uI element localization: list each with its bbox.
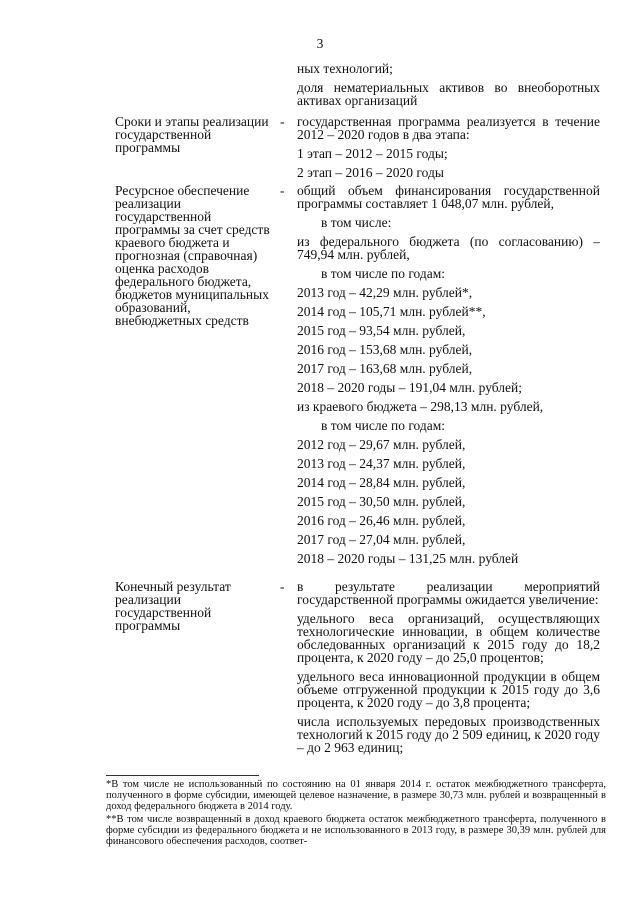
resources-item: 2012 год – 29,67 млн. рублей,	[297, 437, 466, 452]
row-terms-content	[297, 115, 600, 185]
resources-item: из краевого бюджета – 298,13 млн. рублей,	[297, 399, 544, 414]
resources-item: 2013 год – 42,29 млн. рублей*,	[297, 285, 473, 300]
resources-item: 2016 год – 26,46 млн. рублей,	[297, 513, 466, 528]
row-terms-dash: -	[280, 114, 285, 129]
row-result-label: Конечный результат реализации государственной программы	[115, 579, 231, 633]
resources-item: 2015 год – 93,54 млн. рублей,	[297, 323, 466, 338]
page-number: 3	[316, 36, 324, 51]
resources-item: в том числе по годам:	[321, 266, 446, 281]
resources-item: 2018 – 2020 годы – 131,25 млн. рублей	[297, 551, 519, 566]
resources-item: в том числе по годам:	[321, 418, 446, 433]
terms-item: 2 этап – 2016 – 2020 годы	[297, 165, 444, 180]
intro-paragraph: доля нематериальных активов во внеоборотных активах организаций	[297, 80, 600, 108]
resources-item: 2014 год – 28,84 млн. рублей,	[297, 475, 466, 490]
row-resources-label: Ресурсное обеспечение реализации государственной программы за счет средств краевого бюджета и прогнозная (справочная) оценка расходов федерального бюджета, бюджетов муниципальных образований, внебюджетных средств	[115, 183, 270, 328]
footnote-rule	[106, 775, 259, 776]
resources-item: 2017 год – 163,68 млн. рублей,	[297, 361, 473, 376]
resources-item: в том числе:	[321, 215, 392, 230]
resources-item: 2017 год – 27,04 млн. рублей,	[297, 532, 466, 547]
footnote-1: *В том числе не использованный по состоянию на 01 января 2014 г. остаток межбюджетного трансферта, полученного в форме субсидии, имеющей целевое назначение, в размере 30,73 млн. рублей и возвращенный в доход федерального бюджета в 2014 году.	[106, 779, 606, 812]
resources-item: 2018 – 2020 годы – 191,04 млн. рублей;	[297, 380, 523, 395]
terms-item: 1 этап – 2012 – 2015 годы;	[297, 146, 448, 161]
row-resources-dash: -	[280, 183, 285, 198]
resources-item: 2014 год – 105,71 млн. рублей**,	[297, 304, 486, 319]
row-result-content	[297, 580, 600, 760]
intro-line: ных технологий;	[297, 61, 393, 76]
row-result-dash: -	[280, 579, 285, 594]
intro-section	[297, 62, 600, 113]
result-item: удельного веса инновационной продукции в общем объеме отгруженной продукции к 2015 году до 3,6 процента, к 2020 году – до 3,8 процента;	[297, 669, 600, 710]
resources-item: 2015 год – 30,50 млн. рублей,	[297, 494, 466, 509]
result-item: удельного веса организаций, осуществляющих технологические инновации, в общем количестве обследованных организаций к 2015 году до 18,2 процента, к 2020 году – до 25,0 процентов;	[297, 611, 600, 665]
resources-item: общий объем финансирования государственной программы составляет 1 048,07 млн. рублей,	[297, 183, 600, 211]
resources-item: 2016 год – 153,68 млн. рублей,	[297, 342, 473, 357]
row-terms-label: Сроки и этапы реализации государственной программы	[115, 114, 269, 155]
result-item: числа используемых передовых производственных технологий к 2015 году до 2 509 единиц, к 2020 году – до 2 963 единиц;	[297, 714, 600, 755]
resources-item: 2013 год – 24,37 млн. рублей,	[297, 456, 466, 471]
result-item: в результате реализации мероприятий государственной программы ожидается увеличение:	[297, 579, 600, 607]
terms-item: государственная программа реализуется в течение 2012 – 2020 годов в два этапа:	[297, 114, 600, 142]
footnote-2: **В том числе возвращенный в доход краевого бюджета остаток межбюджетного трансферта, полученного в форме субсидии из федерального бюджета и не использованного в 2013 году, в размере 30,39 млн. рублей для финансового обеспечения расходов, соответ-	[106, 814, 606, 847]
row-resources-content	[297, 184, 600, 571]
resources-item: из федерального бюджета (по согласованию) – 749,94 млн. рублей,	[297, 234, 600, 262]
